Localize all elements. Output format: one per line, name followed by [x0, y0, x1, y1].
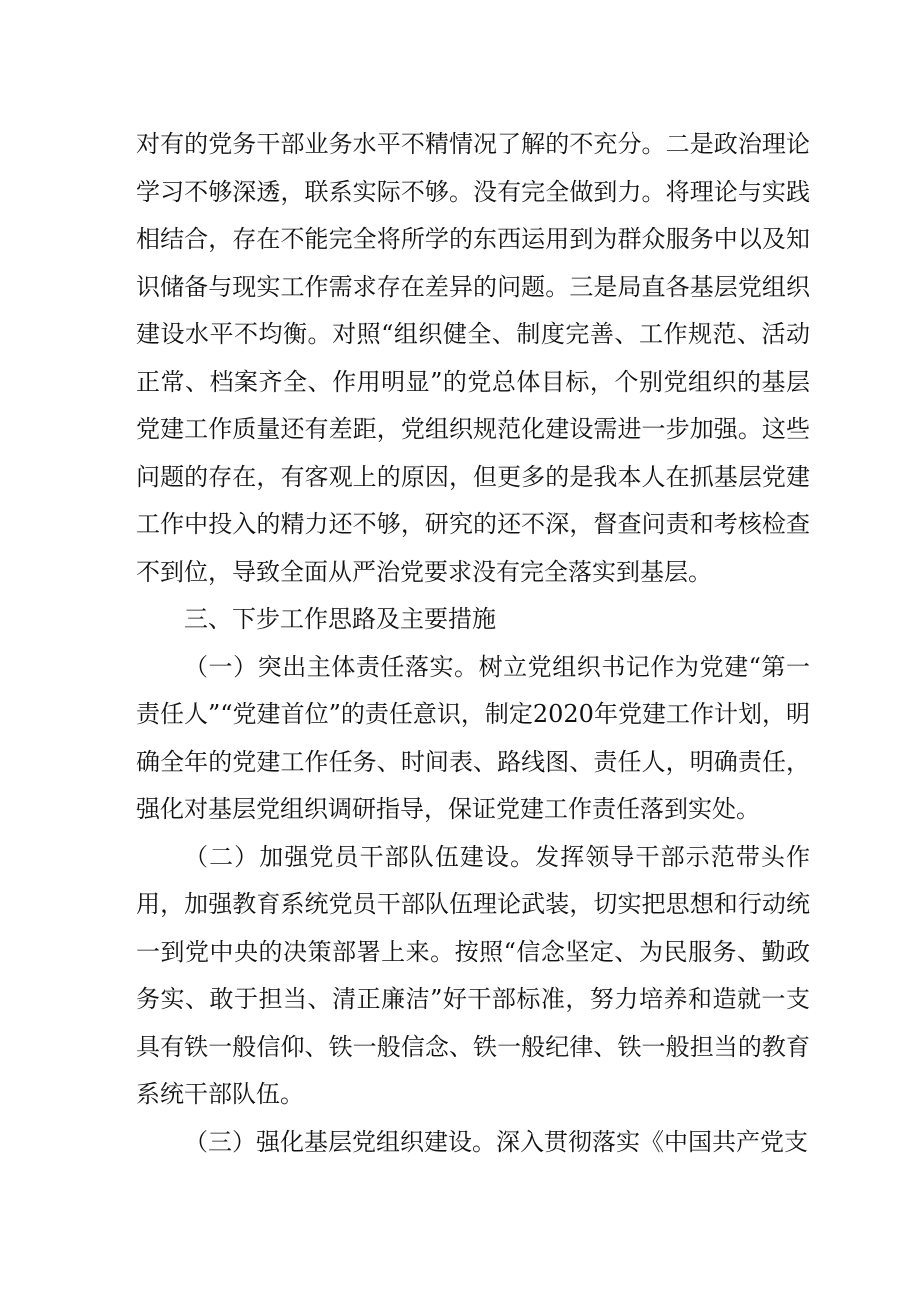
paragraph-measure-1: （一）突出主体责任落实。树立党组织书记作为党建“第一责任人”“党建首位”的责任意识，制定2020年党建工作计划，明确全年的党建工作任务、时间表、路线图、责任人，明确责任，强化对基层党组织调研指导，保证党建工作责任落到实处。: [136, 652, 810, 823]
section-heading-next-steps: 三、下步工作思路及主要措施: [184, 605, 496, 633]
paragraph-measure-2: （二）加强党员干部队伍建设。发挥领导干部示范带头作用，加强教育系统党员干部队伍理论武装，切实把思想和行动统一到党中央的决策部署上来。按照“信念坚定、为民服务、勤政务实、敢于担当、清正廉洁”好干部标准，努力培养和造就一支具有铁一般信仰、铁一般信念、铁一般纪律、铁一般担当的教育系统干部队伍。: [136, 842, 810, 1108]
paragraph-measure-3: （三）强化基层党组织建设。深入贯彻落实《中国共产党支: [184, 1127, 808, 1156]
document-page: [136, 121, 810, 1166]
paragraph-problems-continued: 对有的党务干部业务水平不精情况了解的不充分。二是政治理论学习不够深透，联系实际不够。没有完全做到力。将理论与实践相结合，存在不能完全将所学的东西运用到为群众服务中以及知识储备与现实工作需求存在差异的问题。三是局直各基层党组织建设水平不均衡。对照“组织健全、制度完善、工作规范、活动正常、档案齐全、作用明显”的党总体目标，个别党组织的基层党建工作质量还有差距，党组织规范化建设需进一步加强。这些问题的存在，有客观上的原因，但更多的是我本人在抓基层党建工作中投入的精力还不够，研究的还不深，督查问责和考核检查不到位，导致全面从严治党要求没有完全落实到基层。: [136, 130, 810, 586]
